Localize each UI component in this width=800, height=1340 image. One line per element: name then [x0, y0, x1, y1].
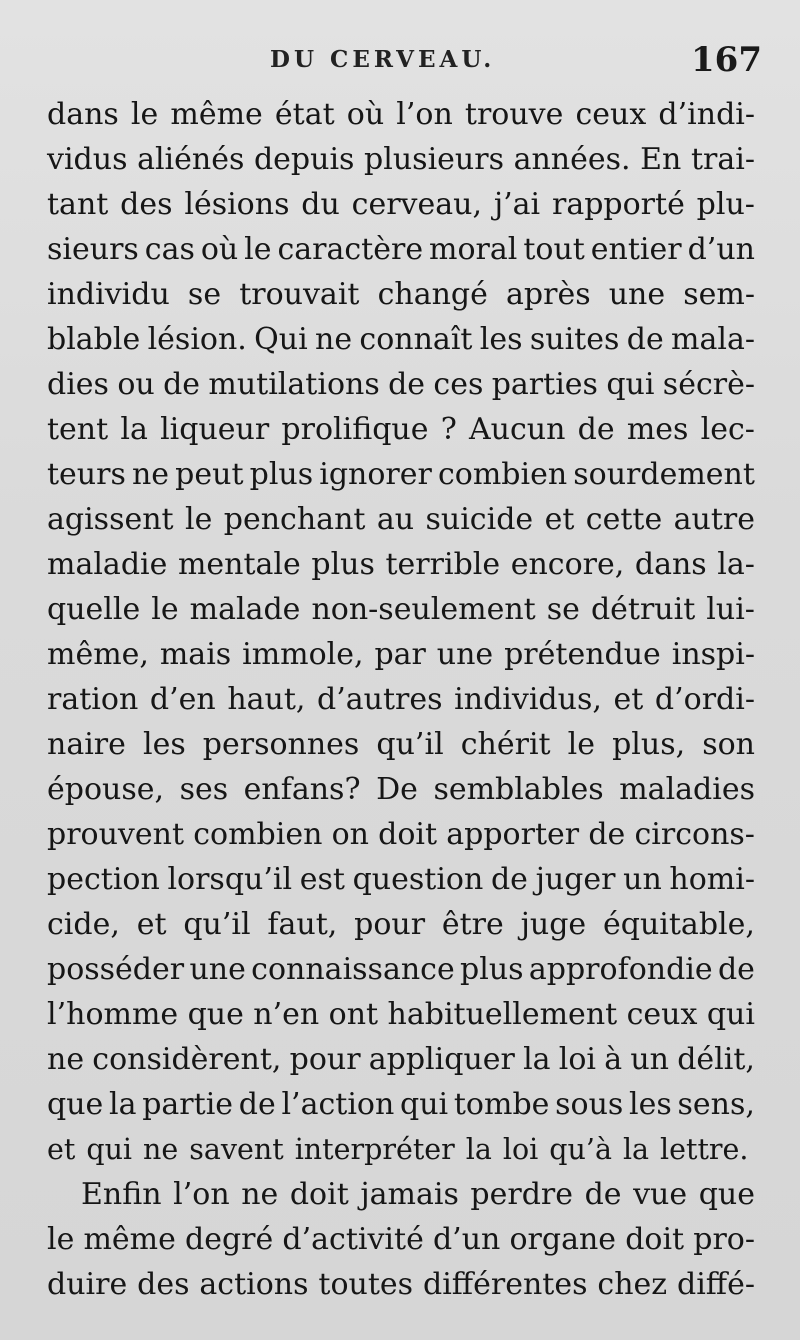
- word: doit: [289, 1177, 349, 1212]
- word: d’un: [432, 1222, 501, 1257]
- text-line: [47, 632, 755, 677]
- word: quelle: [47, 592, 141, 627]
- word: ou: [117, 367, 155, 402]
- word: l’homme: [47, 997, 179, 1032]
- text-line: [47, 1172, 755, 1217]
- text-line: [47, 362, 755, 407]
- word: dans: [634, 547, 707, 582]
- text-line: [47, 182, 755, 227]
- word: plus: [249, 457, 314, 492]
- word: la: [465, 1133, 492, 1166]
- word: actions: [199, 1267, 309, 1302]
- word: le: [185, 502, 213, 537]
- word: d’un: [687, 232, 755, 267]
- word: de: [577, 412, 615, 447]
- word: la: [120, 412, 148, 447]
- word: pour: [354, 907, 426, 942]
- word: la-: [717, 547, 755, 582]
- word: des: [137, 1267, 190, 1302]
- word: personnes: [202, 727, 360, 762]
- word: perdre: [470, 1177, 574, 1212]
- word: prétendue: [504, 637, 661, 672]
- word: d’autres: [317, 682, 443, 717]
- text-line: [47, 452, 755, 497]
- word: chez: [597, 1267, 668, 1302]
- word: qu’il: [183, 907, 251, 942]
- word: de: [584, 1177, 622, 1212]
- word: le: [47, 1222, 75, 1257]
- word: rapporté: [551, 187, 685, 222]
- word: se: [546, 592, 580, 627]
- word: sous: [555, 1087, 624, 1122]
- word: haut,: [227, 682, 306, 717]
- page-number: 167: [691, 40, 762, 80]
- word: et: [47, 1133, 76, 1166]
- word: le: [130, 97, 159, 132]
- word: combien: [193, 817, 323, 852]
- word: années.: [513, 142, 631, 177]
- word: considèrent,: [92, 1042, 282, 1077]
- word: l’action: [281, 1087, 395, 1122]
- word: de: [388, 367, 426, 402]
- word: Enfin: [81, 1177, 162, 1212]
- word: même: [170, 97, 263, 132]
- word: que: [187, 997, 244, 1032]
- word: autre: [673, 502, 755, 537]
- text-line: [47, 1217, 755, 1262]
- word: de: [588, 817, 626, 852]
- word: chérit: [460, 727, 551, 762]
- word: Qui: [254, 322, 308, 357]
- word: jamais: [360, 1177, 459, 1212]
- running-title: DU CERVEAU.: [270, 46, 496, 73]
- word: le: [244, 232, 272, 267]
- word: détruit: [590, 592, 696, 627]
- text-line: [47, 1037, 755, 1082]
- text-line: [47, 1127, 755, 1172]
- word: lésion.: [147, 322, 247, 357]
- word: une: [608, 277, 666, 312]
- word: une: [189, 952, 246, 987]
- word: et: [136, 907, 167, 942]
- text-line: [47, 947, 755, 992]
- word: plus: [311, 547, 375, 582]
- word: tombe: [453, 1087, 550, 1122]
- text-line: [47, 722, 755, 767]
- word: la: [523, 1042, 551, 1077]
- word: depuis: [253, 142, 355, 177]
- word: qui: [706, 997, 755, 1032]
- word: de: [238, 1087, 276, 1122]
- word: entier: [590, 232, 682, 267]
- word: doit: [378, 817, 438, 852]
- word: son: [702, 727, 755, 762]
- word: l’on: [173, 1177, 230, 1212]
- word: tout: [523, 232, 585, 267]
- word: différentes: [422, 1267, 588, 1302]
- word: n’en: [253, 997, 320, 1032]
- word: on: [331, 817, 369, 852]
- word: mala-: [671, 322, 755, 357]
- word: ceux: [626, 997, 698, 1032]
- word: mentale: [177, 547, 301, 582]
- word: ne: [131, 457, 170, 492]
- word: prouvent: [47, 817, 185, 852]
- word: des: [120, 187, 173, 222]
- body-text: [47, 92, 755, 1307]
- word: que: [698, 1177, 755, 1212]
- word: et: [544, 502, 575, 537]
- page-header: [0, 38, 800, 86]
- word: loi: [558, 1042, 597, 1077]
- word: tant: [47, 187, 109, 222]
- word: plusieurs: [364, 142, 504, 177]
- word: les: [479, 322, 523, 357]
- word: malade: [189, 592, 301, 627]
- word: connaît: [359, 322, 473, 357]
- word: teurs: [47, 457, 126, 492]
- word: faut,: [267, 907, 338, 942]
- word: plus,: [612, 727, 686, 762]
- word: l’on: [396, 97, 453, 132]
- word: duire: [47, 1267, 128, 1302]
- word: trouve: [464, 97, 564, 132]
- word: trouvait: [239, 277, 360, 312]
- word: changé: [377, 277, 488, 312]
- word: qui: [400, 1087, 449, 1122]
- word: suites: [529, 322, 620, 357]
- word: loi: [502, 1133, 539, 1166]
- word: individus,: [454, 682, 602, 717]
- word: mes: [626, 412, 689, 447]
- word: lui-: [706, 592, 755, 627]
- word: le: [567, 727, 596, 762]
- word: qu’à: [549, 1133, 612, 1166]
- word: dies: [47, 367, 109, 402]
- word: de: [626, 322, 664, 357]
- word: penchant: [223, 502, 366, 537]
- word: enfans?: [243, 772, 361, 807]
- word: la: [622, 1133, 650, 1166]
- word: état: [274, 97, 335, 132]
- word: encore,: [510, 547, 625, 582]
- word: être: [441, 907, 504, 942]
- word: individu: [47, 277, 170, 312]
- word: d’activité: [282, 1222, 424, 1257]
- word: ?: [440, 412, 457, 447]
- word: à: [604, 1042, 623, 1077]
- word: savent: [189, 1133, 284, 1166]
- word: plu-: [696, 187, 755, 222]
- word: de: [717, 952, 755, 987]
- word: habituellement: [387, 997, 618, 1032]
- word: qui: [86, 1133, 133, 1166]
- text-line: [47, 92, 755, 137]
- word: d’ordi-: [654, 682, 755, 717]
- word: cerveau,: [351, 187, 482, 222]
- word: liqueur: [160, 412, 270, 447]
- word: peut: [175, 457, 244, 492]
- word: ration: [47, 682, 139, 717]
- word: semblables: [433, 772, 604, 807]
- word: appliquer: [368, 1042, 515, 1077]
- word: plus: [460, 952, 524, 987]
- word: inspi-: [671, 637, 755, 672]
- word: pection: [47, 862, 160, 897]
- word: lésions: [184, 187, 290, 222]
- word: apporter: [446, 817, 580, 852]
- word: parties: [491, 367, 598, 402]
- word: circons-: [634, 817, 755, 852]
- word: doit: [625, 1222, 685, 1257]
- word: mais: [159, 637, 232, 672]
- text-line: [47, 992, 755, 1037]
- word: d’indi-: [658, 97, 755, 132]
- word: même,: [47, 637, 149, 672]
- word: un: [623, 862, 662, 897]
- word: blable: [47, 322, 141, 357]
- word: connaissance: [251, 952, 455, 987]
- word: organe: [509, 1222, 617, 1257]
- word: diffé-: [676, 1267, 755, 1302]
- word: aliénés: [137, 142, 245, 177]
- word: la: [109, 1087, 137, 1122]
- word: maladie: [47, 547, 168, 582]
- word: degré: [185, 1222, 274, 1257]
- text-line: [47, 767, 755, 812]
- word: homi-: [669, 862, 755, 897]
- word: même: [83, 1222, 176, 1257]
- word: sem-: [683, 277, 755, 312]
- text-line: [47, 227, 755, 272]
- word: juger: [535, 862, 616, 897]
- word: ne: [241, 1177, 279, 1212]
- word: En: [640, 142, 682, 177]
- word: ces: [433, 367, 484, 402]
- word: question: [352, 862, 484, 897]
- text-line: [47, 857, 755, 902]
- word: au: [376, 502, 415, 537]
- text-line: [47, 1262, 755, 1307]
- text-line: [47, 902, 755, 947]
- word: ne: [47, 1042, 85, 1077]
- word: ignorer: [319, 457, 432, 492]
- word: prolifique: [281, 412, 429, 447]
- text-line: [47, 272, 755, 317]
- word: tent: [47, 412, 109, 447]
- word: dans: [47, 97, 119, 132]
- word: Aucun: [469, 412, 566, 447]
- word: cide,: [47, 907, 120, 942]
- text-line: [47, 812, 755, 857]
- text-line: [47, 542, 755, 587]
- word: sens,: [677, 1087, 755, 1122]
- word: le: [151, 592, 179, 627]
- word: qu’il: [376, 727, 444, 762]
- word: les: [629, 1087, 672, 1122]
- word: délit,: [677, 1042, 755, 1077]
- word: interpréter: [294, 1133, 455, 1166]
- word: j’ai: [493, 187, 541, 222]
- word: trai-: [690, 142, 755, 177]
- word: que: [47, 1087, 104, 1122]
- word: maladies: [619, 772, 755, 807]
- word: où: [346, 97, 385, 132]
- text-line: [47, 677, 755, 722]
- word: non-seulement: [311, 592, 536, 627]
- word: lettre.: [660, 1133, 749, 1166]
- word: terrible: [385, 547, 501, 582]
- word: partie: [142, 1087, 234, 1122]
- word: d’en: [149, 682, 216, 717]
- word: est: [299, 862, 345, 897]
- word: épouse,: [47, 772, 165, 807]
- word: une: [436, 637, 494, 672]
- word: les: [142, 727, 186, 762]
- word: posséder: [47, 952, 185, 987]
- text-line: [47, 497, 755, 542]
- word: ont: [328, 997, 379, 1032]
- text-line: [47, 137, 755, 182]
- word: et: [613, 682, 644, 717]
- word: par: [374, 637, 426, 672]
- word: pour: [289, 1042, 361, 1077]
- word: moral: [429, 232, 518, 267]
- text-line: [47, 317, 755, 362]
- word: immole,: [242, 637, 364, 672]
- word: combien: [437, 457, 568, 492]
- text-line: [47, 1082, 755, 1127]
- word: sourdement: [573, 457, 755, 492]
- word: de: [163, 367, 201, 402]
- word: ceux: [575, 97, 647, 132]
- word: ses: [179, 772, 229, 807]
- word: suicide: [425, 502, 534, 537]
- word: équitable,: [603, 907, 755, 942]
- word: un: [630, 1042, 669, 1077]
- word: naire: [47, 727, 126, 762]
- word: vidus: [47, 142, 128, 177]
- word: ne: [143, 1133, 179, 1166]
- word: De: [376, 772, 418, 807]
- word: de: [490, 862, 528, 897]
- word: sécrè-: [662, 367, 755, 402]
- word: pro-: [693, 1222, 755, 1257]
- word: toutes: [318, 1267, 414, 1302]
- word: après: [506, 277, 591, 312]
- word: du: [301, 187, 340, 222]
- text-line: [47, 407, 755, 452]
- word: cas: [144, 232, 195, 267]
- word: approfondie: [528, 952, 713, 987]
- word: caractère: [277, 232, 424, 267]
- word: ne: [315, 322, 353, 357]
- word: se: [187, 277, 222, 312]
- text-line: [47, 587, 755, 632]
- word: cette: [585, 502, 663, 537]
- word: vue: [633, 1177, 688, 1212]
- word: mutilations: [208, 367, 380, 402]
- word: agissent: [47, 502, 174, 537]
- word: où: [200, 232, 239, 267]
- word: qui: [606, 367, 655, 402]
- word: juge: [520, 907, 587, 942]
- word: lorsqu’il: [167, 862, 293, 897]
- word: sieurs: [47, 232, 139, 267]
- word: lec-: [700, 412, 755, 447]
